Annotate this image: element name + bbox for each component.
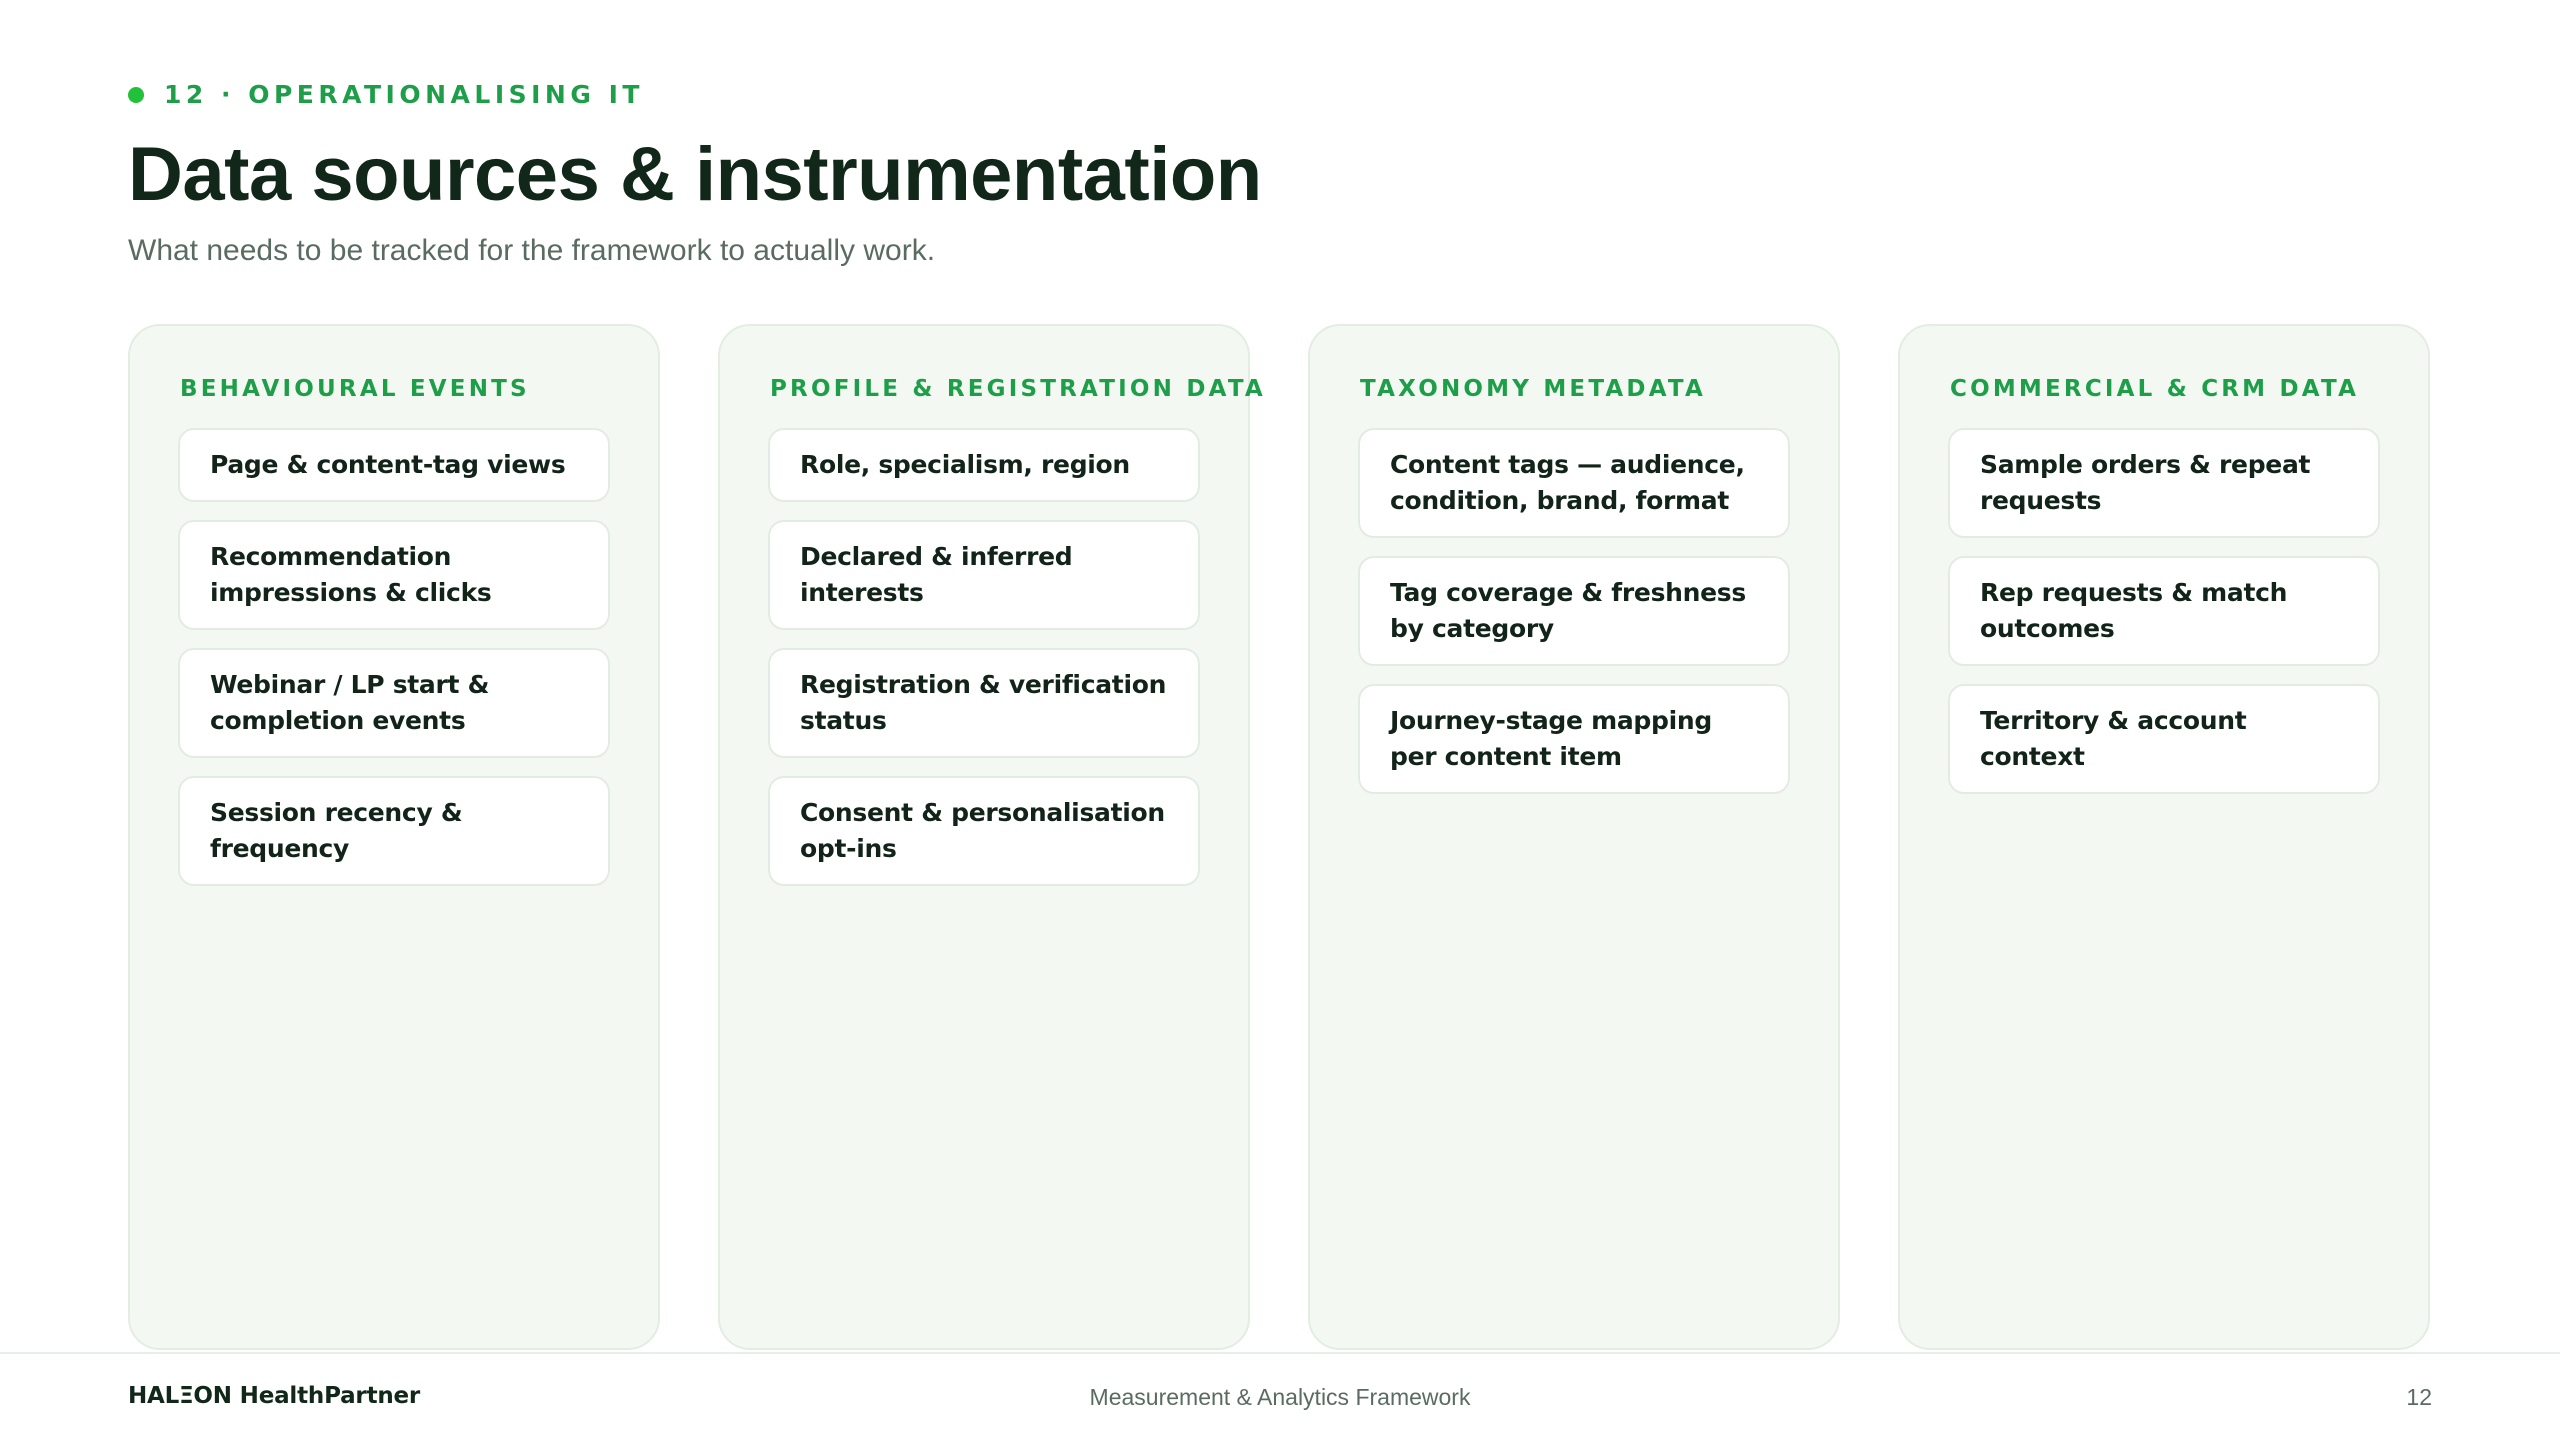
footer-divider [0,1352,2560,1354]
source-item-card: Role, specialism, region [768,428,1200,502]
source-item-card: Declared & inferred interests [768,520,1200,630]
column-title: PROFILE & REGISTRATION DATA [770,376,1266,402]
source-item-card: Session recency & frequency [178,776,610,886]
column-profile-registration-data [718,324,1266,1350]
column-title: TAXONOMY METADATA [1360,376,1707,402]
source-item-card: Rep requests & match outcomes [1948,556,2380,666]
footer-document-title: Measurement & Analytics Framework [1089,1384,1471,1410]
column-title: COMMERCIAL & CRM DATA [1950,376,2360,402]
source-item-card: Webinar / LP start & completion events [178,648,610,758]
page-number: 12 [2406,1384,2432,1410]
brand-logo: HALΞON HealthPartner [128,1383,421,1409]
source-item-card: Journey-stage mapping per content item [1358,684,1790,794]
page-subtitle: What needs to be tracked for the framework to actually work. [128,234,936,267]
source-item-card: Sample orders & repeat requests [1948,428,2380,538]
data-source-columns [128,324,2430,1350]
source-item-card: Recommendation impressions & clicks [178,520,610,630]
column-commercial-crm-data [1898,324,2430,1350]
column-title: BEHAVIOURAL EVENTS [180,376,530,402]
source-item-card: Territory & account context [1948,684,2380,794]
column-taxonomy-metadata [1308,324,1840,1350]
source-item-card: Registration & verification status [768,648,1200,758]
source-item-card: Tag coverage & freshness by category [1358,556,1790,666]
source-item-card: Consent & personalisation opt-ins [768,776,1200,886]
page-title: Data sources & instrumentation [128,132,1262,217]
section-eyebrow [128,80,644,109]
source-item-card: Content tags — audience, condition, brand, format [1358,428,1790,538]
bullet-dot-icon [128,87,144,103]
column-behavioural-events [128,324,660,1350]
eyebrow-text: 12 · OPERATIONALISING IT [164,80,644,109]
source-item-card: Page & content-tag views [178,428,610,502]
